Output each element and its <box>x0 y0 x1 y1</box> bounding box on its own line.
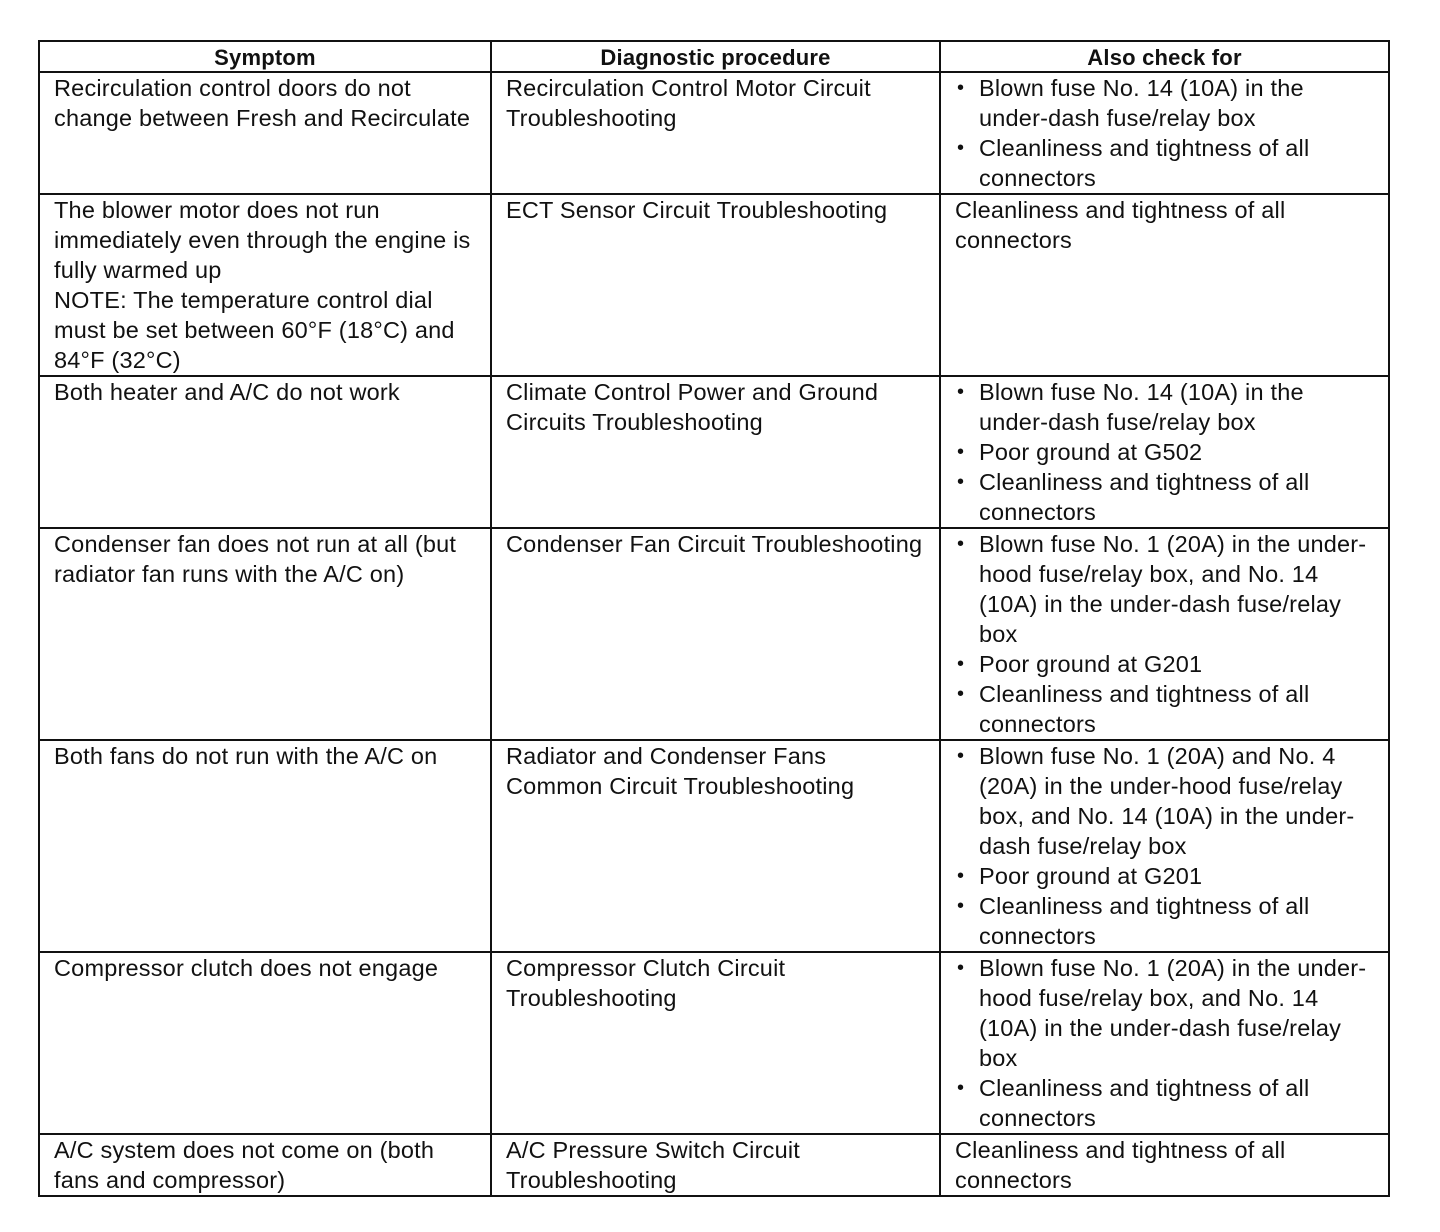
procedure-cell <box>491 376 940 528</box>
check-cell <box>940 376 1389 528</box>
check-item: • Poor ground at G201 <box>955 861 1378 891</box>
symptom-cell <box>39 194 491 376</box>
procedure-cell <box>491 1134 940 1196</box>
symptom-text: Condenser fan does not run at all (but radiator fan runs with the A/C on) <box>54 531 457 587</box>
header-diagnostic-procedure: Diagnostic procedure <box>491 41 940 72</box>
check-cell <box>940 740 1389 952</box>
symptom-text: Both fans do not run with the A/C on <box>54 743 438 769</box>
check-cell <box>940 528 1389 740</box>
symptom-note: NOTE: The temperature control dial must be set between 60°F (18°C) and 84°F (32°C) <box>54 287 455 373</box>
check-item: • Cleanliness and tightness of all connectors <box>955 1073 1378 1133</box>
check-item: • Poor ground at G201 <box>955 649 1378 679</box>
check-item: • Blown fuse No. 14 (10A) in the under-dash fuse/relay box <box>955 73 1378 133</box>
procedure-text: Radiator and Condenser Fans Common Circuit Troubleshooting <box>506 743 855 799</box>
symptom-text: The blower motor does not run immediately even through the engine is fully warmed up <box>54 197 471 283</box>
check-cell <box>940 72 1389 194</box>
check-list <box>955 377 1378 527</box>
check-item: • Blown fuse No. 14 (10A) in the under-dash fuse/relay box <box>955 377 1378 437</box>
procedure-cell <box>491 740 940 952</box>
check-item: • Blown fuse No. 1 (20A) in the under-hood fuse/relay box, and No. 14 (10A) in the under-dash fuse/relay box <box>955 953 1378 1073</box>
symptom-text: Compressor clutch does not engage <box>54 955 439 981</box>
header-also-check-for: Also check for <box>940 41 1389 72</box>
table-row <box>39 376 1389 528</box>
check-list <box>955 953 1378 1133</box>
procedure-text: Condenser Fan Circuit Troubleshooting <box>506 531 923 557</box>
table-row <box>39 194 1389 376</box>
symptom-cell <box>39 528 491 740</box>
check-item: • Cleanliness and tightness of all connectors <box>955 891 1378 951</box>
check-list <box>955 741 1378 951</box>
procedure-cell <box>491 952 940 1134</box>
procedure-cell <box>491 72 940 194</box>
symptom-cell <box>39 1134 491 1196</box>
table-row <box>39 952 1389 1134</box>
header-symptom: Symptom <box>39 41 491 72</box>
procedure-text: Climate Control Power and Ground Circuits Troubleshooting <box>506 379 879 435</box>
symptom-text: Recirculation control doors do not change between Fresh and Recirculate <box>54 75 471 131</box>
check-cell <box>940 194 1389 376</box>
procedure-text: ECT Sensor Circuit Troubleshooting <box>506 197 888 223</box>
symptom-text: A/C system does not come on (both fans and compressor) <box>54 1137 435 1193</box>
table-row <box>39 1134 1389 1196</box>
symptom-cell <box>39 952 491 1134</box>
table-row <box>39 72 1389 194</box>
check-item: • Poor ground at G502 <box>955 437 1378 467</box>
symptom-cell <box>39 740 491 952</box>
check-item: • Cleanliness and tightness of all connectors <box>955 679 1378 739</box>
check-item: • Cleanliness and tightness of all connectors <box>955 133 1378 193</box>
check-item: • Cleanliness and tightness of all connectors <box>955 467 1378 527</box>
symptom-cell <box>39 376 491 528</box>
check-cell <box>940 952 1389 1134</box>
procedure-cell <box>491 528 940 740</box>
table-header-row <box>39 41 1389 72</box>
check-text: Cleanliness and tightness of all connectors <box>955 1137 1286 1193</box>
procedure-text: Compressor Clutch Circuit Troubleshooting <box>506 955 786 1011</box>
check-item: • Blown fuse No. 1 (20A) in the under-hood fuse/relay box, and No. 14 (10A) in the under-dash fuse/relay box <box>955 529 1378 649</box>
check-item: • Blown fuse No. 1 (20A) and No. 4 (20A) in the under-hood fuse/relay box, and No. 14 (10A) in the under-dash fuse/relay box <box>955 741 1378 861</box>
procedure-cell <box>491 194 940 376</box>
check-list <box>955 529 1378 739</box>
symptom-cell <box>39 72 491 194</box>
check-list <box>955 73 1378 193</box>
check-text: Cleanliness and tightness of all connectors <box>955 197 1286 253</box>
table-row <box>39 528 1389 740</box>
symptom-text: Both heater and A/C do not work <box>54 379 400 405</box>
table-row <box>39 740 1389 952</box>
procedure-text: Recirculation Control Motor Circuit Troubleshooting <box>506 75 871 131</box>
diagnostic-table <box>38 40 1390 1197</box>
check-cell <box>940 1134 1389 1196</box>
procedure-text: A/C Pressure Switch Circuit Troubleshooting <box>506 1137 800 1193</box>
